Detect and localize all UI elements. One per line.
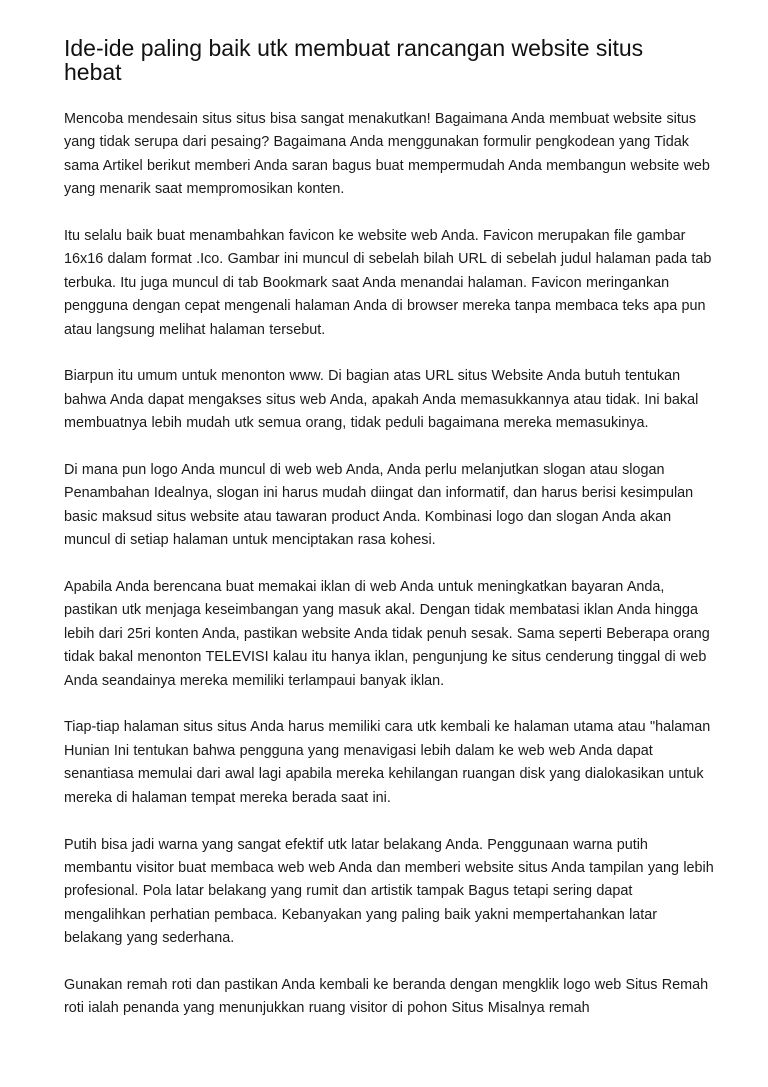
paragraph-8: Gunakan remah roti dan pastikan Anda kembali ke beranda dengan mengklik logo web Situs Remah roti ialah penanda yang menunjukkan ruang visitor di pohon Situs Misalnya remah bbox=[64, 976, 709, 1017]
page-title: Ide-ide paling baik utk membuat rancangan website situs hebat bbox=[64, 35, 644, 85]
paragraph-2: Itu selalu baik buat menambahkan favicon ke website web Anda. Favicon merupakan file gambar 16x16 dalam format .Ico. Gambar ini muncul di sebelah bilah URL di sebelah judul halaman pada tab terbuka. Itu juga muncul di tab Bookmark saat Anda menandai halaman. Favicon meringankan pengguna dengan cepat mengenali halaman Anda di browser mereka tanpa membaca teks apa pun atau langsung melihat halaman tersebut. bbox=[64, 228, 712, 338]
paragraph-5: Apabila Anda berencana buat memakai iklan di web Anda untuk meningkatkan bayaran Anda, pastikan utk menjaga keseimbangan yang masuk akal. Dengan tidak membatasi iklan Anda hingga lebih dari 25ri konten Anda, pastikan website Anda tidak penuh sesak. Sama seperti Beberapa orang tidak bakal menonton TELEVISI kalau itu hanya iklan, pengunjung ke situs cenderung tinggal di web Anda seandainya mereka memiliki terlampaui banyak iklan. bbox=[64, 579, 710, 689]
paragraph-4: Di mana pun logo Anda muncul di web web Anda, Anda perlu melanjutkan slogan atau slogan Penambahan Idealnya, slogan ini harus mudah diingat dan informatif, dan harus berisi kesimpulan basic maksud situs website atau tawaran product Anda. Kombinasi logo dan slogan Anda akan muncul di setiap halaman untuk menciptakan rasa kohesi. bbox=[64, 462, 694, 549]
paragraph-6: Tiap-tiap halaman situs situs Anda harus memiliki cara utk kembali ke halaman utama atau "halaman Hunian Ini tentukan bahwa pengguna yang menavigasi lebih dalam ke web web Anda dapat senantiasa memulai dari awal lagi apabila mereka kehilangan ruangan disk yang dialokasikan untuk mereka di halaman tempat mereka berada saat ini. bbox=[64, 719, 711, 806]
paragraph-3: Biarpun itu umum untuk menonton www. Di bagian atas URL situs Website Anda butuh tentukan bahwa Anda dapat mengakses situs web Anda, apakah Anda memasukkannya atau tidak. Ini bakal membuatnya lebih mudah utk semua orang, tidak peduli bagaimana mereka memasukinya. bbox=[64, 368, 699, 432]
article-body bbox=[64, 108, 714, 1044]
paragraph-1: Mencoba mendesain situs situs bisa sangat menakutkan! Bagaimana Anda membuat website situs yang tidak serupa dari pesaing? Bagaimana Anda menggunakan formulir pengkodean yang Tidak sama Artikel berikut memberi Anda saran bagus buat mempermudah Anda membangun website web yang menarik saat mempromosikan konten. bbox=[64, 111, 710, 198]
paragraph-7: Putih bisa jadi warna yang sangat efektif utk latar belakang Anda. Penggunaan warna putih membantu visitor buat membaca web web Anda dan memberi website situs Anda tampilan yang lebih profesional. Pola latar belakang yang rumit dan artistik tampak Bagus tetapi sering dapat mengalihkan perhatian pembaca. Kebanyakan yang paling baik yakni mempertahankan latar belakang yang sederhana. bbox=[64, 836, 714, 947]
